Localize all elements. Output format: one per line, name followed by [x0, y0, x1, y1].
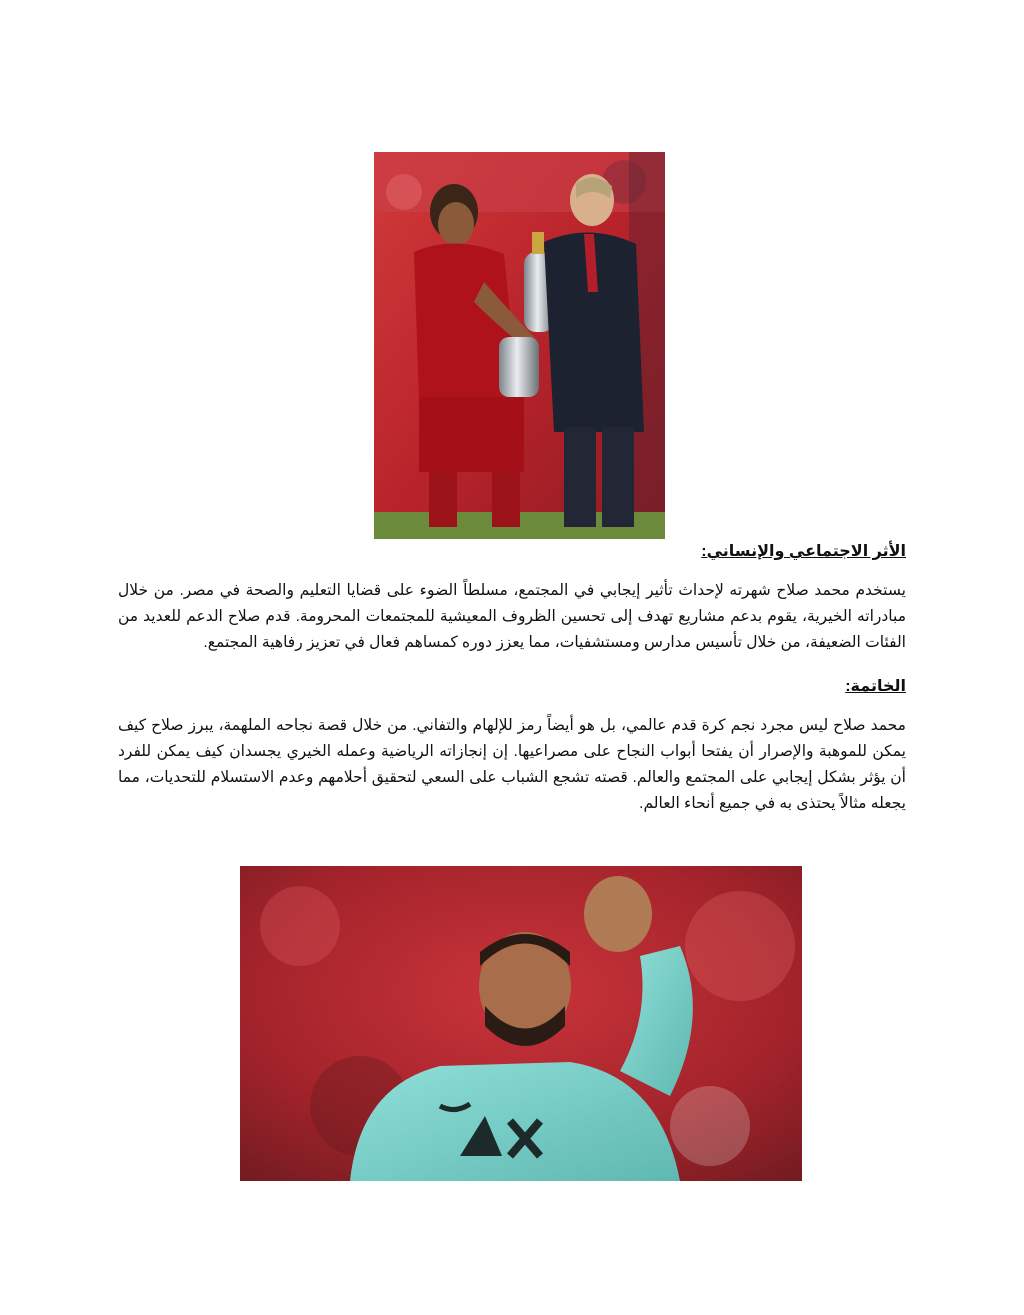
waving-photo-illustration	[240, 866, 802, 1181]
section-paragraph-conclusion: محمد صلاح ليس مجرد نجم كرة قدم عالمي، بل هو أيضاً رمز للإلهام والتفاني. من خلال قصة نجاحه الملهمة، يبرز صلاح كيف يمكن للموهبة والإصرار أن يفتحا أبواب النجاح على مصراعيها. إن إنجازاته الرياضية وعمله الخيري يجسدان كيف يمكن للفرد أن يؤثر بشكل إيجابي على المجتمع والعالم. قصته تشجع الشباب على السعي لتحقيق أحلامهم وعدم الاستسلام للتحديات، مما يجعله مثالاً يحتذى به في جميع أنحاء العالم.	[118, 717, 906, 812]
trophy-presentation-photo	[374, 152, 665, 539]
section-heading-conclusion: الخاتمة:	[845, 678, 906, 695]
section-paragraph-impact: يستخدم محمد صلاح شهرته لإحداث تأثير إيجابي في المجتمع، مسلطاً الضوء على قضايا التعليم والصحة في مصر. من خلال مبادراته الخيرية، يقوم بدعم مشاريع تهدف إلى تحسين الظروف المعيشية للمجتمعات المحرومة. قدم صلاح الدعم للعديد من الفئات الضعيفة، من خلال تأسيس مدارس ومستشفيات، مما يعزز دوره كمساهم فعال في تعزيز رفاهية المجتمع.	[118, 582, 906, 651]
section-heading-impact: الأثر الاجتماعي والإنساني:	[701, 543, 906, 560]
waving-player-photo	[240, 866, 802, 1181]
trophy-photo-illustration	[374, 152, 665, 539]
